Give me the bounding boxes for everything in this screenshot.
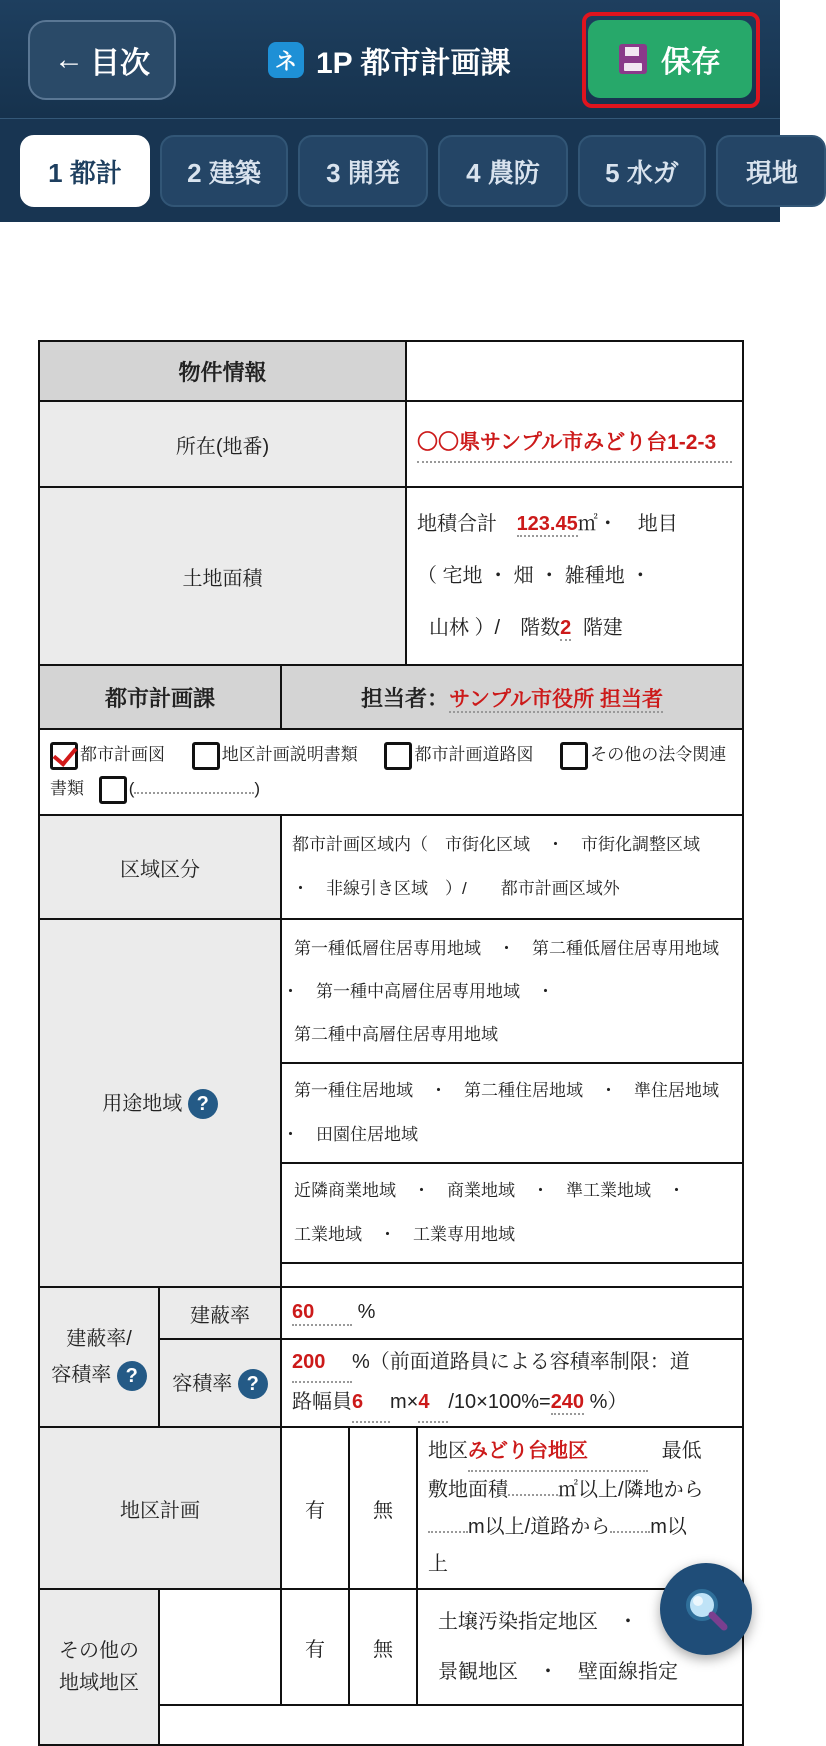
department-heading: 都市計画課	[39, 665, 281, 729]
road-setback-input[interactable]	[610, 1511, 650, 1533]
land-area-label: 土地面積	[39, 487, 406, 665]
far-label: 容積率	[172, 1372, 233, 1395]
other-district-empty	[159, 1589, 281, 1705]
tab-bar	[0, 118, 799, 222]
land-area-field	[406, 487, 743, 665]
tab-toshikei[interactable]: 1 都計	[20, 135, 150, 207]
app-header	[0, 0, 780, 118]
tab-kenchiku[interactable]: 2 建築	[160, 135, 288, 207]
far-text-5: %）	[589, 1391, 628, 1413]
setback-text-3: 上	[428, 1553, 449, 1575]
other-district-label-1: その他の	[59, 1640, 139, 1662]
location-label: 所在(地番)	[39, 401, 406, 487]
district-prefix: 地区	[428, 1440, 469, 1462]
tab-noubou[interactable]: 4 農防	[438, 135, 568, 207]
doc-label-1: 都市計画図	[80, 745, 165, 764]
department-table	[38, 664, 744, 1746]
floors-suffix: 階建	[582, 617, 623, 639]
land-use-options[interactable]: （ 宅地 ・ 畑 ・ 雑種地 ・	[417, 565, 651, 587]
far-result: 240	[550, 1391, 585, 1413]
use-group2-line1: 第一種住居地域 ・ 第二種住居地域 ・ 準住居地域	[294, 1081, 720, 1100]
property-table	[38, 340, 744, 666]
district-name-input[interactable]: みどり台地区	[468, 1433, 648, 1472]
setback-text: m以上/道路から	[468, 1516, 611, 1538]
other-document-input[interactable]	[134, 774, 254, 794]
help-icon[interactable]: ?	[188, 1089, 218, 1119]
other-district-line-2: 景観地区 ・ 壁面線指定	[438, 1661, 679, 1683]
coverage-unit: %	[357, 1300, 376, 1323]
coverage-field	[281, 1287, 743, 1339]
site-area-suffix: ㎡以上/隣地から	[558, 1479, 704, 1501]
location-value: 〇〇県サンプル市みどり台1-2-3	[417, 425, 732, 463]
ratio-group-label-cell	[39, 1287, 159, 1427]
doc-label-4: その他の法令関連書類	[50, 745, 727, 798]
person-value[interactable]: サンプル市役所 担当者	[449, 687, 664, 711]
far-text-1: %（前面道路員による容積率制限：道	[352, 1351, 690, 1373]
far-text-3: m×	[390, 1391, 419, 1413]
use-group1-line1: 第一種低層住居専用地域 ・ 第二種低層住居専用地域	[294, 938, 720, 958]
app-logo-icon: ネ	[268, 42, 304, 78]
zone-label: 区域区分	[39, 815, 281, 919]
far-text-2: 路幅員	[292, 1391, 353, 1413]
far-text-4: /10×100%=	[448, 1391, 551, 1413]
property-info-empty	[406, 341, 743, 401]
save-button-label: 保存	[661, 46, 721, 79]
checkbox-city-plan-map[interactable]	[50, 742, 78, 770]
tab-kaihatsu[interactable]: 3 開発	[298, 135, 428, 207]
area-prefix: 地積合計	[417, 513, 497, 535]
help-icon[interactable]: ?	[117, 1361, 147, 1391]
search-fab-button[interactable]	[660, 1563, 752, 1655]
use-district-label: 用途地域	[102, 1092, 183, 1115]
use-district-group-3[interactable]	[281, 1163, 743, 1263]
doc-label-3: 都市計画道路図	[414, 745, 534, 764]
page-title-text: 1P 都市計画課	[316, 47, 511, 80]
use-group3-line2: 工業地域 ・ 工業専用地域	[294, 1225, 516, 1244]
other-district-next-row	[159, 1705, 743, 1745]
tab-genchi[interactable]: 現地	[716, 135, 826, 207]
far-input[interactable]: 200	[292, 1343, 352, 1383]
district-plan-label: 地区計画	[39, 1427, 281, 1589]
setback-text-2: m以	[650, 1516, 687, 1538]
district-plan-no[interactable]: 無	[349, 1427, 417, 1589]
form-sheet	[38, 340, 742, 1746]
other-district-label-cell	[39, 1589, 159, 1745]
use-group1-line2: ・ 第一種中高層住居専用地域 ・	[282, 981, 555, 1001]
help-icon[interactable]: ?	[238, 1369, 268, 1399]
coverage-label: 建蔽率	[159, 1287, 281, 1339]
use-group1-line3: 第二種中高層住居専用地域	[294, 1024, 499, 1044]
person-label: 担当者：	[361, 685, 450, 711]
use-district-group-2[interactable]	[281, 1063, 743, 1163]
tab-suigas[interactable]: 5 水ガ	[578, 135, 706, 207]
floors-input[interactable]: 2	[560, 617, 572, 639]
open-paren: (	[128, 779, 135, 798]
location-field[interactable]	[406, 401, 743, 487]
coverage-input[interactable]: 60	[292, 1301, 352, 1326]
arrow-left-icon: ←	[54, 43, 84, 76]
save-button[interactable]	[588, 20, 752, 98]
doc-label-2: 地区計画説明書類	[221, 745, 358, 764]
close-paren: )	[254, 779, 261, 798]
ratio-group-label-2: 容積率	[51, 1364, 112, 1386]
other-district-yes[interactable]: 有	[281, 1589, 349, 1705]
search-icon	[680, 1583, 732, 1635]
area-value-input[interactable]: 123.45	[516, 513, 578, 535]
multiplier-input[interactable]: 4	[418, 1383, 448, 1423]
min-site-area-input[interactable]	[508, 1474, 558, 1496]
area-unit: ㎡・ 地目	[577, 513, 678, 535]
use-group3-line1: 近隣商業地域 ・ 商業地域 ・ 準工業地域 ・	[294, 1181, 686, 1200]
checkbox-district-plan-docs[interactable]	[192, 742, 220, 770]
zone-line-1: 都市計画区域内（ 市街化区域 ・ 市街化調整区域	[292, 835, 701, 854]
zone-options[interactable]	[281, 815, 743, 919]
use-district-group-1[interactable]	[281, 919, 743, 1063]
checkbox-city-road-map[interactable]	[384, 742, 412, 770]
checkbox-other-law-docs[interactable]	[560, 742, 588, 770]
other-district-line-1: 土壌汚染指定地区 ・	[438, 1611, 639, 1633]
person-in-charge	[281, 665, 743, 729]
district-plan-yes[interactable]: 有	[281, 1427, 349, 1589]
far-field	[281, 1339, 743, 1427]
far-label-cell	[159, 1339, 281, 1427]
checkbox-other[interactable]	[99, 776, 127, 804]
site-area-label: 敷地面積	[428, 1479, 509, 1501]
neighbor-setback-input[interactable]	[428, 1511, 468, 1533]
use-district-label-cell	[39, 919, 281, 1287]
back-button-label: 目次	[90, 47, 150, 80]
min-area-label: 最低	[661, 1440, 702, 1462]
use-group2-line2: ・ 田園住居地域	[282, 1125, 419, 1144]
back-to-contents-button[interactable]	[28, 20, 176, 100]
ratio-group-label-1: 建蔽率/	[66, 1328, 132, 1350]
other-district-label-2: 地域地区	[59, 1672, 139, 1694]
road-width-input[interactable]: 6	[352, 1383, 390, 1423]
land-use-options-2[interactable]: 山林 ）/ 階数	[429, 617, 561, 639]
floppy-disk-icon	[619, 44, 647, 74]
page-title	[268, 36, 511, 84]
other-district-no[interactable]: 無	[349, 1589, 417, 1705]
zone-line-2: ・ 非線引き区域 ）/ 都市計画区域外	[292, 879, 620, 898]
property-info-heading: 物件情報	[39, 341, 406, 401]
documents-checklist	[39, 729, 743, 815]
use-district-spacer	[281, 1263, 743, 1287]
